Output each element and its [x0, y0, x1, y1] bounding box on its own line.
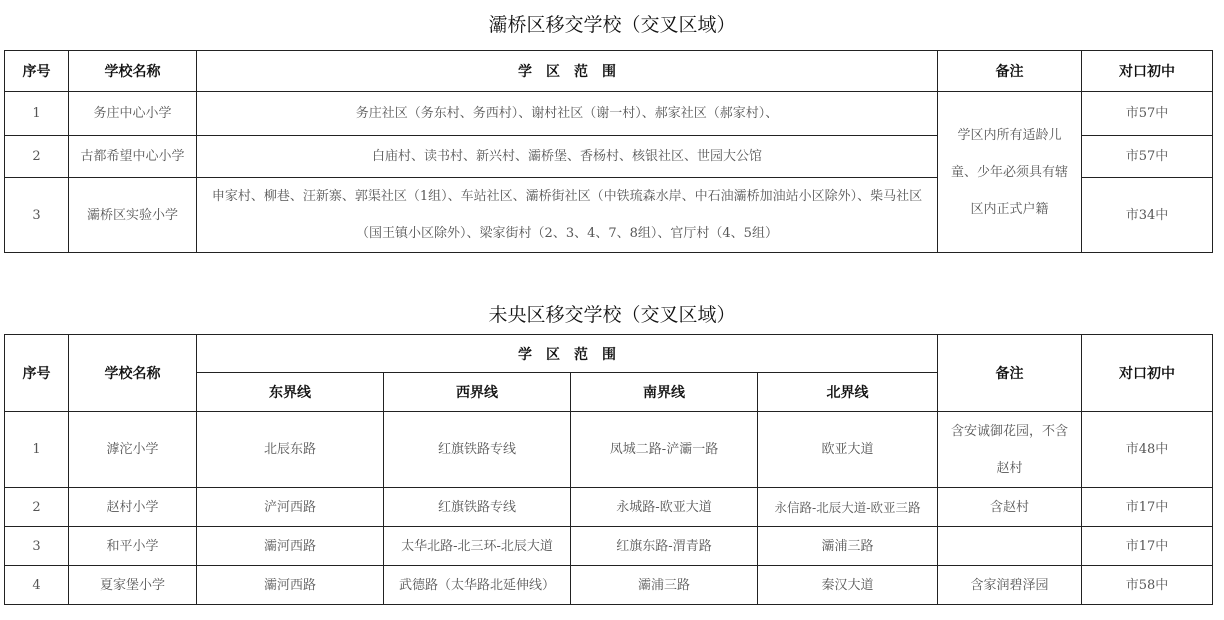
row-seq: 2 [5, 488, 69, 527]
row-middle: 市48中 [1082, 412, 1213, 488]
row-south: 永城路-欧亚大道 [571, 488, 758, 527]
row-seq: 1 [5, 92, 69, 136]
row-south: 凤城二路-浐灞一路 [571, 412, 758, 488]
row-school: 滹沱小学 [69, 412, 197, 488]
header-west: 西界线 [384, 373, 571, 412]
row-west: 红旗铁路专线 [384, 488, 571, 527]
row-north: 永信路-北辰大道-欧亚三路 [758, 488, 938, 527]
header-seq: 序号 [5, 335, 69, 412]
header-range: 学 区 范 围 [197, 51, 938, 92]
row-south: 灞浦三路 [571, 566, 758, 605]
row-west: 红旗铁路专线 [384, 412, 571, 488]
row-range: 务庄社区（务东村、务西村）、谢村社区（谢一村）、郝家社区（郝家村）、 [197, 92, 938, 136]
row-seq: 2 [5, 136, 69, 178]
header-school: 学校名称 [69, 335, 197, 412]
header-east: 东界线 [197, 373, 384, 412]
header-note: 备注 [938, 51, 1082, 92]
row-north: 灞浦三路 [758, 527, 938, 566]
row-note: 含安诚御花园，不含赵村 [938, 412, 1082, 488]
section1-title: 灞桥区移交学校（交叉区域） [488, 14, 736, 36]
header-seq: 序号 [5, 51, 69, 92]
row-school: 古都希望中心小学 [69, 136, 197, 178]
row-east: 灞河西路 [197, 527, 384, 566]
row-school: 赵村小学 [69, 488, 197, 527]
section2-title: 未央区移交学校（交叉区域） [488, 304, 736, 326]
row-school: 和平小学 [69, 527, 197, 566]
header-note: 备注 [938, 335, 1082, 412]
row-middle: 市57中 [1082, 136, 1213, 178]
row-east: 北辰东路 [197, 412, 384, 488]
row-north: 欧亚大道 [758, 412, 938, 488]
table-row [5, 412, 1213, 488]
header-south: 南界线 [571, 373, 758, 412]
row-middle: 市58中 [1082, 566, 1213, 605]
baqiao-school-table [4, 50, 1213, 253]
row-east: 浐河西路 [197, 488, 384, 527]
row-school: 务庄中心小学 [69, 92, 197, 136]
table-row [5, 488, 1213, 527]
row-note [938, 527, 1082, 566]
row-school: 灞桥区实验小学 [69, 178, 197, 253]
row-seq: 1 [5, 412, 69, 488]
row-middle: 市34中 [1082, 178, 1213, 253]
header-range: 学 区 范 围 [197, 335, 938, 373]
row-middle: 市17中 [1082, 527, 1213, 566]
header-middle: 对口初中 [1082, 51, 1213, 92]
header-middle: 对口初中 [1082, 335, 1213, 412]
row-middle: 市17中 [1082, 488, 1213, 527]
row-north: 秦汉大道 [758, 566, 938, 605]
merged-note: 学区内所有适龄儿童、少年必须具有辖区内正式户籍 [938, 92, 1082, 253]
table-row [5, 527, 1213, 566]
row-range: 白庙村、读书村、新兴村、灞桥堡、香杨村、核银社区、世园大公馆 [197, 136, 938, 178]
table-row [5, 92, 1213, 136]
row-west: 太华北路-北三环-北辰大道 [384, 527, 571, 566]
row-note: 含家润碧泽园 [938, 566, 1082, 605]
row-seq: 3 [5, 178, 69, 253]
header-school: 学校名称 [69, 51, 197, 92]
header-north: 北界线 [758, 373, 938, 412]
weiyang-school-table [4, 334, 1213, 605]
row-seq: 3 [5, 527, 69, 566]
row-note: 含赵村 [938, 488, 1082, 527]
row-seq: 4 [5, 566, 69, 605]
row-south: 红旗东路-渭青路 [571, 527, 758, 566]
row-middle: 市57中 [1082, 92, 1213, 136]
table-row [5, 566, 1213, 605]
row-east: 灞河西路 [197, 566, 384, 605]
row-range: 申家村、柳巷、汪新寨、郭渠社区（1组）、车站社区、灞桥街社区（中铁琉森水岸、中石油灞桥加油站小区除外）、柴马社区（国王镇小区除外）、梁家街村（2、3、4、7、8组）、官厅村（4、5组） [197, 178, 938, 253]
row-school: 夏家堡小学 [69, 566, 197, 605]
row-west: 武德路（太华路北延伸线） [384, 566, 571, 605]
